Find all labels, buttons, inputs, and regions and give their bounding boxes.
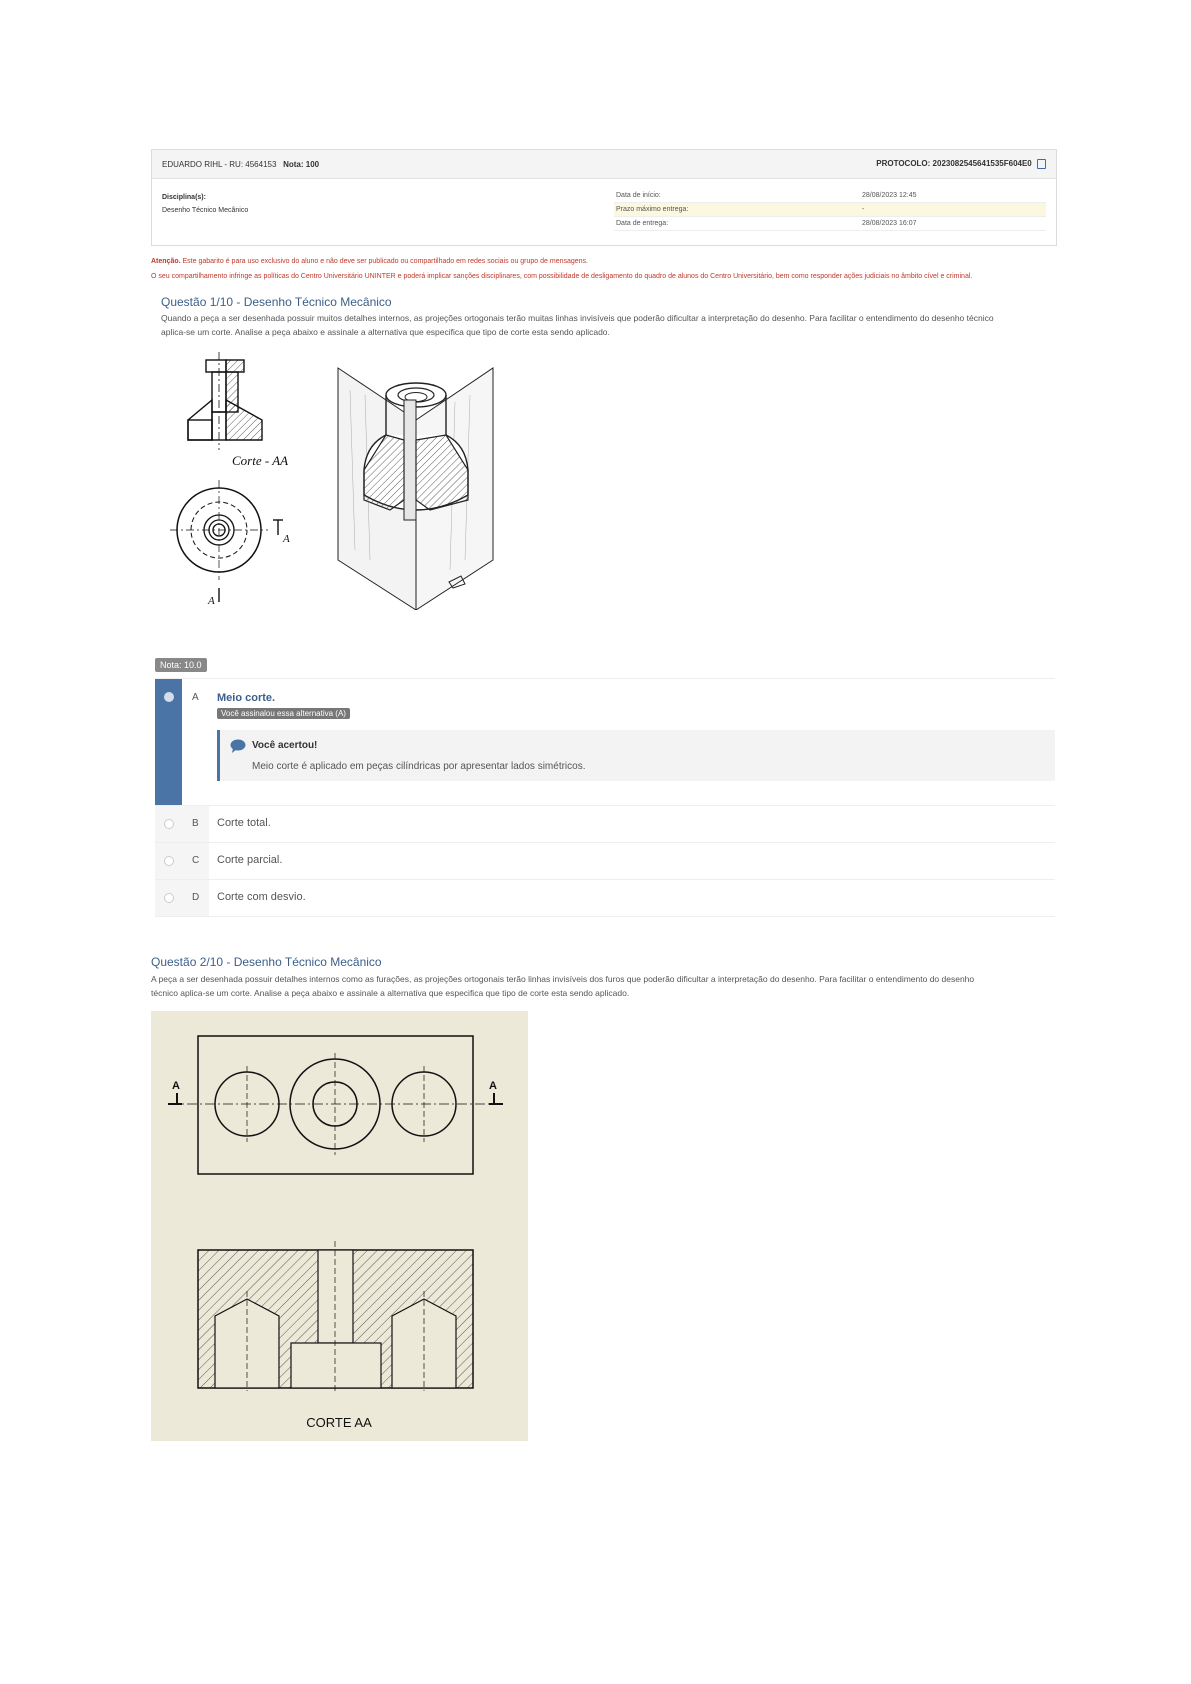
question-1-grade: Nota: 10.0 — [155, 658, 207, 672]
option-d[interactable] — [155, 880, 1055, 917]
feedback-box — [217, 730, 1055, 781]
option-b-radio[interactable] — [164, 819, 174, 829]
option-b[interactable] — [155, 806, 1055, 843]
question-text-line: Quando a peça a ser desenhada possuir muitos detalhes internos, as projeções ortogonais terão muitas linhas invisíveis que poderão dificultar a interpretação do desenho. Para facilitar o entendimento do desenho técnico — [161, 313, 994, 323]
grade-label: Nota: — [283, 159, 304, 169]
option-text: Meio corte. — [217, 692, 276, 704]
question-text-line: aplica-se um corte. Analise a peça abaixo e assinale a alternativa que especifica que tipo de corte esta sendo aplicado. — [161, 327, 610, 337]
protocol-value: 2023082545641535F604E0 — [932, 159, 1032, 169]
option-c[interactable] — [155, 843, 1055, 880]
student-line: EDUARDO RIHL - RU: 4564153 — [162, 159, 277, 169]
option-a-radio[interactable] — [164, 692, 174, 702]
top-view — [170, 480, 283, 602]
date-row — [614, 217, 1046, 231]
cut-label-a: A — [283, 533, 290, 545]
grade-value: 100 — [305, 159, 320, 169]
cut-label-a: A — [489, 1080, 497, 1092]
option-d-radio[interactable] — [164, 893, 174, 903]
warning-line-1 — [151, 258, 588, 265]
option-c-radio[interactable] — [164, 856, 174, 866]
date-label: Data de início: — [616, 192, 661, 199]
option-letter: B — [192, 818, 199, 829]
section-view — [188, 352, 262, 450]
question-1-figure — [170, 350, 510, 610]
feedback-text: Meio corte é aplicado em peças cilíndricas por apresentar lados simétricos. — [252, 761, 586, 772]
date-label: Data de entrega: — [616, 220, 669, 227]
cut-label-a: A — [172, 1080, 180, 1092]
question-2-figure — [151, 1011, 528, 1441]
warning-line-2: O seu compartilhamento infringe as políticas do Centro Universitário UNINTER e poderá implicar sanções disciplinares, com possibilidade de desligamento do quadro de alunos do Centro Universitário, bem como responder ações judiciais no âmbito cível e criminal. — [151, 273, 973, 280]
cut-label-a: A — [208, 595, 215, 607]
date-row — [614, 203, 1046, 217]
question-2-title: Questão 2/10 - Desenho Técnico Mecânico — [151, 955, 382, 969]
dates-table — [614, 189, 1046, 231]
warning-strong: Atenção. — [151, 258, 181, 265]
option-letter: D — [192, 892, 200, 903]
question-1-title: Questão 1/10 - Desenho Técnico Mecânico — [161, 295, 392, 309]
selected-badge: Você assinalou essa alternativa (A) — [217, 708, 350, 719]
section-label: Corte - AA — [232, 453, 289, 468]
question-text-line: técnico aplica-se um corte. Analise a peça abaixo e assinale a alternativa que especifica que tipo de corte esta sendo aplicado. — [151, 988, 630, 998]
question-1-text — [161, 311, 1051, 339]
date-value: 28/08/2023 12:45 — [862, 192, 917, 199]
student-info — [162, 160, 319, 169]
discipline-label: Disciplina(s): — [162, 194, 206, 201]
question-text-line: A peça a ser desenhada possuir detalhes internos como as furações, as projeções ortogonais terão linhas invisíveis dos furos que poderão dificultar a interpretação do desenho. Para facilitar o entendimento do desenho — [151, 974, 975, 984]
option-text: Corte total. — [217, 817, 271, 829]
comment-icon — [230, 739, 246, 753]
option-letter: A — [192, 692, 199, 703]
question-1-options — [155, 678, 1055, 917]
protocol-label: PROTOCOLO: — [876, 159, 931, 169]
discipline-value: Desenho Técnico Mecânico — [162, 207, 249, 214]
protocol — [876, 159, 1046, 169]
figure-caption: CORTE AA — [306, 1415, 372, 1430]
option-text: Corte com desvio. — [217, 891, 306, 903]
discipline — [162, 191, 248, 217]
header-bar — [152, 150, 1056, 179]
option-text: Corte parcial. — [217, 854, 283, 866]
date-row — [614, 189, 1046, 203]
section-view — [198, 1241, 473, 1391]
date-label: Prazo máximo entrega: — [616, 206, 689, 213]
isometric-view — [338, 368, 493, 610]
feedback-title: Você acertou! — [252, 740, 318, 751]
warning-text: Este gabarito é para uso exclusivo do aluno e não deve ser publicado ou compartilhado em redes sociais ou grupo de mensagens. — [182, 258, 588, 265]
question-2-text — [151, 972, 1056, 1000]
copy-icon[interactable] — [1037, 159, 1046, 169]
option-a[interactable] — [155, 678, 1055, 806]
option-letter: C — [192, 855, 200, 866]
date-value: - — [862, 206, 865, 213]
date-value: 28/08/2023 16:07 — [862, 220, 917, 227]
submission-header — [151, 149, 1057, 246]
